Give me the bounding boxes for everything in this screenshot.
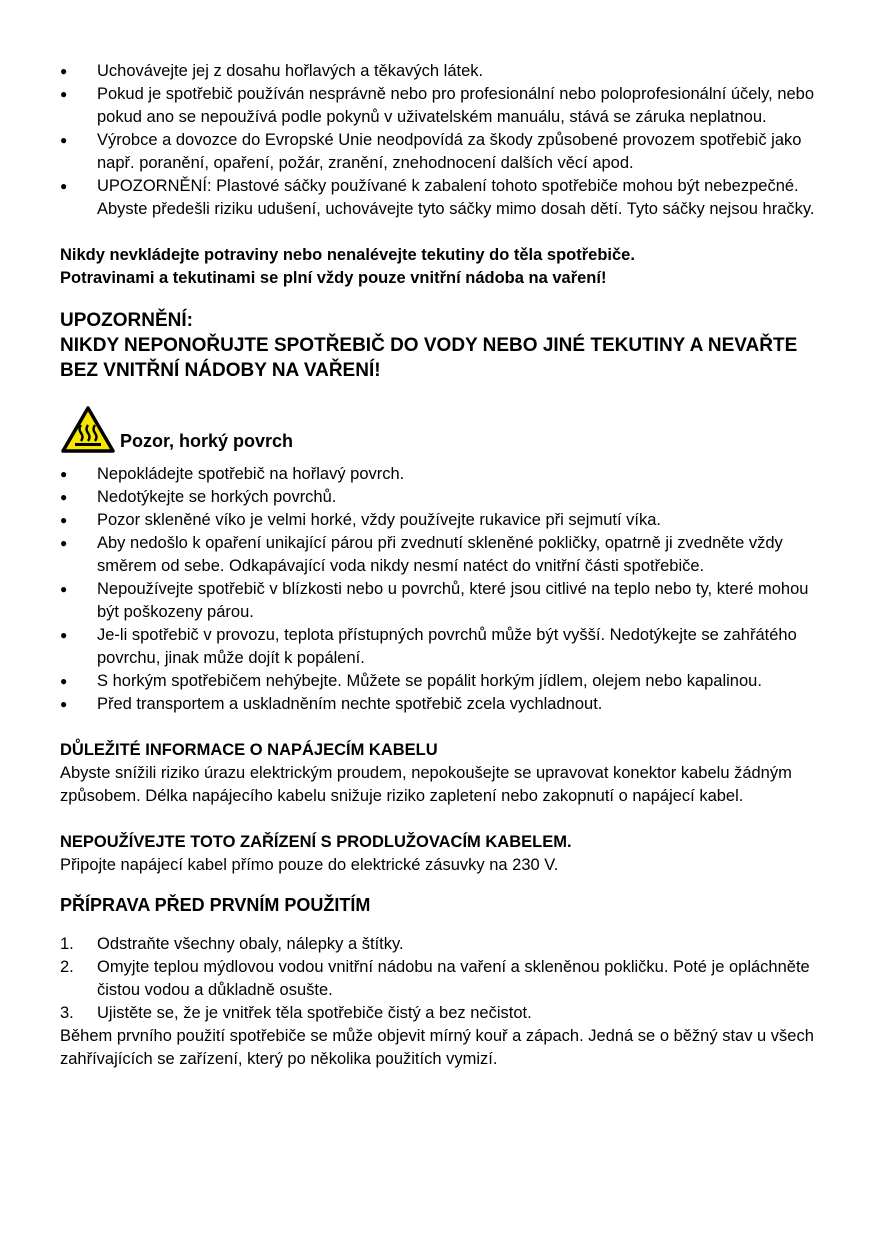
list-item xyxy=(60,956,820,1002)
hot-surface-bullet-list xyxy=(60,463,820,716)
list-item xyxy=(60,933,820,956)
list-item: ● Je-li spotřebič v provozu, teplota přístupných povrchů může být vyšší. Nedotýkejte se zahřátého povrchu, jinak může dojít k popálení. xyxy=(60,624,820,670)
step-number: 1. xyxy=(60,935,74,953)
first-use-steps xyxy=(60,933,820,1025)
first-use-heading: PŘÍPRAVA PŘED PRVNÍM POUŽITÍM xyxy=(60,895,371,915)
extension-cord-heading: NEPOUŽÍVEJTE TOTO ZAŘÍZENÍ S PRODLUŽOVACÍM KABELEM. xyxy=(60,833,572,851)
list-item: ● Nepokládejte spotřebič na hořlavý povrch. xyxy=(60,463,820,486)
list-item: ● Aby nedošlo k opaření unikající párou při zvednutí skleněné pokličky, opatrně ji zvedněte vždy směrem od sebe. Odkapávající voda nikdy nesmí natéct do vnitřní části spotřebiče. xyxy=(60,532,820,578)
list-item: ● Nedotýkejte se horkých povrchů. xyxy=(60,486,820,509)
step-text: Omyjte teplou mýdlovou vodou vnitřní nádobu na vaření a skleněnou pokličku. Poté je opláchněte čistou vodou a důkladně osušte. xyxy=(97,958,810,999)
step-text: Odstraňte všechny obaly, nálepky a štítky. xyxy=(97,935,404,953)
intro-bullet-list xyxy=(60,60,820,221)
page-content xyxy=(60,60,820,1071)
list-item: ● UPOZORNĚNÍ: Plastové sáčky používané k zabalení tohoto spotřebiče mohou být nebezpečné. Abyste předešli riziku udušení, uchovávejte tyto sáčky mimo dosah dětí. Tyto sáčky nejsou hračky. xyxy=(60,175,820,221)
list-item: ● Pozor skleněné víko je velmi horké, vždy používejte rukavice při sejmutí víka. xyxy=(60,509,820,532)
water-warning-text: NIKDY NEPONOŘUJTE SPOTŘEBIČ DO VODY NEBO JINÉ TEKUTINY A NEVAŘTE BEZ VNITŘNÍ NÁDOBY NA VAŘENÍ! xyxy=(60,335,798,381)
list-item xyxy=(60,1002,820,1025)
list-item: ● Pokud je spotřebič používán nesprávně nebo pro profesionální nebo poloprofesionální účely, nebo pokud ano se nepoužívá podle pokynů v uživatelském manuálu, stává se záruka neplatnou. xyxy=(60,83,820,129)
food-warning-line-2: Potravinami a tekutinami se plní vždy pouze vnitřní nádoba na vaření! xyxy=(60,269,607,287)
food-warning-line-1: Nikdy nevkládejte potraviny nebo nenalévejte tekutiny do těla spotřebiče. xyxy=(60,246,635,264)
hot-surface-title: Pozor, horký povrch xyxy=(120,431,294,451)
hot-surface-warning-icon xyxy=(60,405,116,455)
condensed-text-block xyxy=(60,60,820,1071)
water-warning-label: UPOZORNĚNÍ: xyxy=(60,310,193,331)
step-text: Ujistěte se, že je vnitřek těla spotřebiče čistý a bez nečistot. xyxy=(97,1004,532,1022)
first-use-note: Během prvního použití spotřebiče se může objevit mírný kouř a zápach. Jedná se o běžný stav u všech zahřívajících se zařízení, který po několika použitích vymizí. xyxy=(60,1027,814,1068)
step-number: 2. xyxy=(60,958,74,976)
list-item: ● Nepoužívejte spotřebič v blízkosti nebo u povrchů, které jsou citlivé na teplo nebo ty, které mohou být poškozeny párou. xyxy=(60,578,820,624)
list-item: ● Uchovávejte jej z dosahu hořlavých a těkavých látek. xyxy=(60,60,820,83)
list-item: ● Před transportem a uskladněním nechte spotřebič zcela vychladnout. xyxy=(60,693,820,716)
step-number: 3. xyxy=(60,1004,74,1022)
list-item: ● S horkým spotřebičem nehýbejte. Můžete se popálit horkým jídlem, olejem nebo kapalinou. xyxy=(60,670,820,693)
list-item: ● Výrobce a dovozce do Evropské Unie neodpovídá za škody způsobené provozem spotřebič jako např. poranění, opaření, požár, zranění, znehodnocení dalších věcí apod. xyxy=(60,129,820,175)
cable-info-text: Abyste snížili riziko úrazu elektrickým proudem, nepokoušejte se upravovat konektor kabelu žádným způsobem. Délka napájecího kabelu snižuje riziko zapletení nebo zakopnutí o napájecí kabel. xyxy=(60,764,792,805)
extension-cord-text: Připojte napájecí kabel přímo pouze do elektrické zásuvky na 230 V. xyxy=(60,856,559,874)
hot-surface-header xyxy=(60,405,820,455)
cable-info-heading: DŮLEŽITÉ INFORMACE O NAPÁJECÍM KABELU xyxy=(60,741,438,759)
